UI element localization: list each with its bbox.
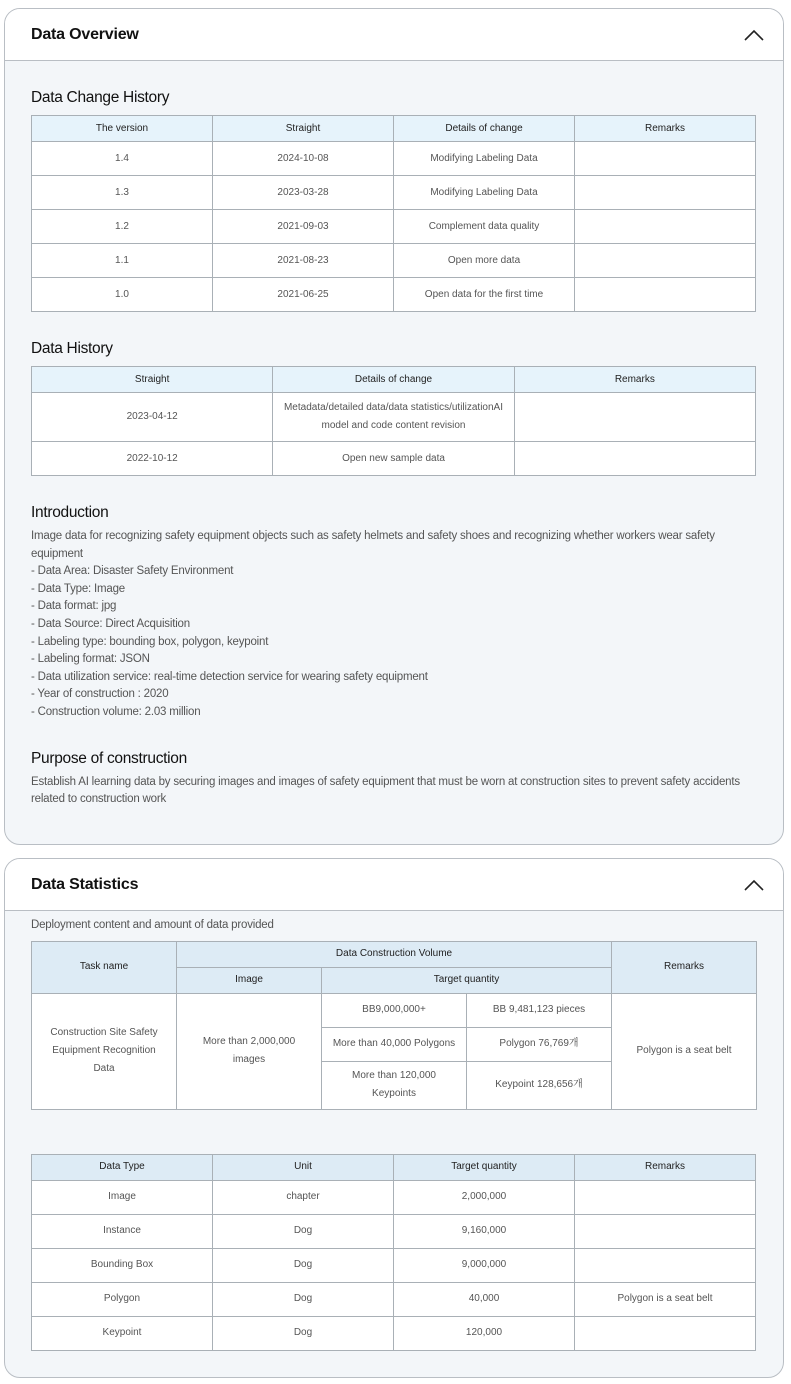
details-line: model and code content revision <box>321 420 466 431</box>
remarks-cell <box>575 176 756 210</box>
intro-line: equipment <box>31 547 83 560</box>
column-header: The version <box>32 116 213 142</box>
target-actual-cell: BB 9,481,123 pieces <box>467 993 612 1027</box>
details-cell: Complement data quality <box>394 210 575 244</box>
column-header-task-name: Task name <box>32 941 177 993</box>
column-header: Straight <box>32 367 273 393</box>
type-cell: Bounding Box <box>32 1248 213 1282</box>
column-header: Straight <box>213 116 394 142</box>
chevron-up-icon[interactable] <box>743 24 765 46</box>
version-cell: 1.0 <box>32 278 213 312</box>
purpose-text <box>31 774 757 809</box>
column-header: Remarks <box>575 1154 756 1180</box>
type-cell: Image <box>32 1180 213 1214</box>
details-line: Metadata/detailed data/data statistics/utilizationAI <box>283 402 503 413</box>
remarks-cell <box>575 1316 756 1350</box>
table-row <box>32 278 756 312</box>
section-heading: Purpose of construction <box>31 749 187 767</box>
quantity-cell: 9,160,000 <box>394 1214 575 1248</box>
column-header-remarks: Remarks <box>612 941 757 993</box>
panel-title: Data Statistics <box>31 875 139 893</box>
purpose-line: Establish AI learning data by securing images and images of safety equipment that must be worn at construction sites to prevent safety accidents <box>31 775 740 788</box>
column-header: Target quantity <box>394 1154 575 1180</box>
data-statistics-body <box>5 917 783 1351</box>
remarks-cell <box>514 442 755 476</box>
version-cell: 1.2 <box>32 210 213 244</box>
table-header-row <box>32 367 756 393</box>
date-cell: 2023-04-12 <box>32 393 273 442</box>
column-header: Remarks <box>575 116 756 142</box>
column-header: Remarks <box>514 367 755 393</box>
unit-cell: Dog <box>213 1214 394 1248</box>
section-heading: Introduction <box>31 504 109 521</box>
section-heading: Data History <box>31 340 113 357</box>
table-row <box>32 1214 756 1248</box>
unit-cell: chapter <box>213 1180 394 1214</box>
intro-line: - Data Type: Image <box>31 582 125 595</box>
data-overview-body <box>5 89 783 809</box>
remarks-cell <box>575 1180 756 1214</box>
statistics-caption: Deployment content and amount of data provided <box>31 919 274 931</box>
details-cell: Modifying Labeling Data <box>394 176 575 210</box>
intro-line: - Data format: jpg <box>31 600 117 613</box>
column-header-image: Image <box>177 967 322 993</box>
details-cell: Open data for the first time <box>394 278 575 312</box>
panel-title: Data Overview <box>31 25 139 43</box>
remarks-cell <box>575 278 756 312</box>
data-history-table <box>31 366 756 476</box>
table-row <box>32 1248 756 1282</box>
remarks-cell: Polygon is a seat belt <box>612 993 757 1109</box>
unit-cell: Dog <box>213 1248 394 1282</box>
column-header-target-quantity: Target quantity <box>322 967 612 993</box>
intro-line: - Data Source: Direct Acquisition <box>31 617 190 630</box>
intro-line: - Year of construction : 2020 <box>31 688 169 701</box>
table-row <box>32 393 756 442</box>
date-cell: 2021-06-25 <box>213 278 394 312</box>
date-cell: 2023-03-28 <box>213 176 394 210</box>
date-cell: 2021-08-23 <box>213 244 394 278</box>
task-name-cell <box>32 993 177 1109</box>
intro-line: - Labeling type: bounding box, polygon, keypoint <box>31 635 269 648</box>
change-history-table <box>31 115 756 312</box>
table-row <box>32 1282 756 1316</box>
remarks-cell <box>514 393 755 442</box>
deployment-table <box>31 941 757 1110</box>
table-row <box>32 142 756 176</box>
column-header: Unit <box>213 1154 394 1180</box>
remarks-cell <box>575 142 756 176</box>
details-cell: Modifying Labeling Data <box>394 142 575 176</box>
details-cell <box>273 393 514 442</box>
section-heading: Data Change History <box>31 89 170 106</box>
target-goal-cell: More than 40,000 Polygons <box>322 1027 467 1061</box>
type-cell: Instance <box>32 1214 213 1248</box>
data-statistics-header[interactable] <box>5 859 783 911</box>
table-header-row <box>32 1154 756 1180</box>
date-cell: 2022-10-12 <box>32 442 273 476</box>
data-overview-header[interactable] <box>5 9 783 61</box>
remarks-cell <box>575 244 756 278</box>
type-cell: Keypoint <box>32 1316 213 1350</box>
date-cell: 2021-09-03 <box>213 210 394 244</box>
chevron-up-icon[interactable] <box>743 874 765 896</box>
image-volume-cell <box>177 993 322 1109</box>
intro-line: - Data utilization service: real-time detection service for wearing safety equipment <box>31 670 428 683</box>
target-actual-cell: Polygon 76,769개 <box>467 1027 612 1061</box>
target-actual-cell: Keypoint 128,656개 <box>467 1061 612 1109</box>
intro-line: - Construction volume: 2.03 million <box>31 705 201 718</box>
goal-line: Keypoints <box>372 1088 416 1100</box>
remarks-cell <box>575 1248 756 1282</box>
quantity-cell: 2,000,000 <box>394 1180 575 1214</box>
table-row <box>32 993 757 1027</box>
purpose-line: related to construction work <box>31 793 167 806</box>
intro-line: - Data Area: Disaster Safety Environment <box>31 565 234 578</box>
data-overview-panel <box>4 8 784 845</box>
column-header: Details of change <box>394 116 575 142</box>
table-header-row <box>32 116 756 142</box>
date-cell: 2024-10-08 <box>213 142 394 176</box>
task-line: Data <box>93 1063 115 1075</box>
remarks-cell: Polygon is a seat belt <box>575 1282 756 1316</box>
data-type-table <box>31 1154 756 1351</box>
intro-line: Image data for recognizing safety equipment objects such as safety helmets and safety shoes and recognizing whether workers wear safety <box>31 530 715 542</box>
image-line: images <box>232 1054 266 1066</box>
target-goal-cell <box>322 1061 467 1109</box>
table-row <box>32 1316 756 1350</box>
version-cell: 1.1 <box>32 244 213 278</box>
column-header-construction-volume: Data Construction Volume <box>177 941 612 967</box>
table-row <box>32 442 756 476</box>
data-statistics-panel <box>4 858 784 1378</box>
details-cell: Open new sample data <box>273 442 514 476</box>
introduction-text <box>31 528 757 722</box>
task-line: Equipment Recognition <box>52 1045 156 1057</box>
version-cell: 1.4 <box>32 142 213 176</box>
table-row <box>32 176 756 210</box>
remarks-cell <box>575 210 756 244</box>
quantity-cell: 40,000 <box>394 1282 575 1316</box>
column-header: Details of change <box>273 367 514 393</box>
table-header-row <box>32 941 757 967</box>
task-line: Construction Site Safety <box>50 1027 158 1039</box>
goal-line: More than 120,000 <box>352 1070 436 1082</box>
table-row <box>32 244 756 278</box>
type-cell: Polygon <box>32 1282 213 1316</box>
image-line: More than 2,000,000 <box>202 1036 296 1048</box>
unit-cell: Dog <box>213 1282 394 1316</box>
remarks-cell <box>575 1214 756 1248</box>
unit-cell: Dog <box>213 1316 394 1350</box>
quantity-cell: 120,000 <box>394 1316 575 1350</box>
quantity-cell: 9,000,000 <box>394 1248 575 1282</box>
target-goal-cell: BB9,000,000+ <box>322 993 467 1027</box>
details-cell: Open more data <box>394 244 575 278</box>
version-cell: 1.3 <box>32 176 213 210</box>
intro-line: - Labeling format: JSON <box>31 653 150 666</box>
table-row <box>32 1180 756 1214</box>
column-header: Data Type <box>32 1154 213 1180</box>
table-row <box>32 210 756 244</box>
